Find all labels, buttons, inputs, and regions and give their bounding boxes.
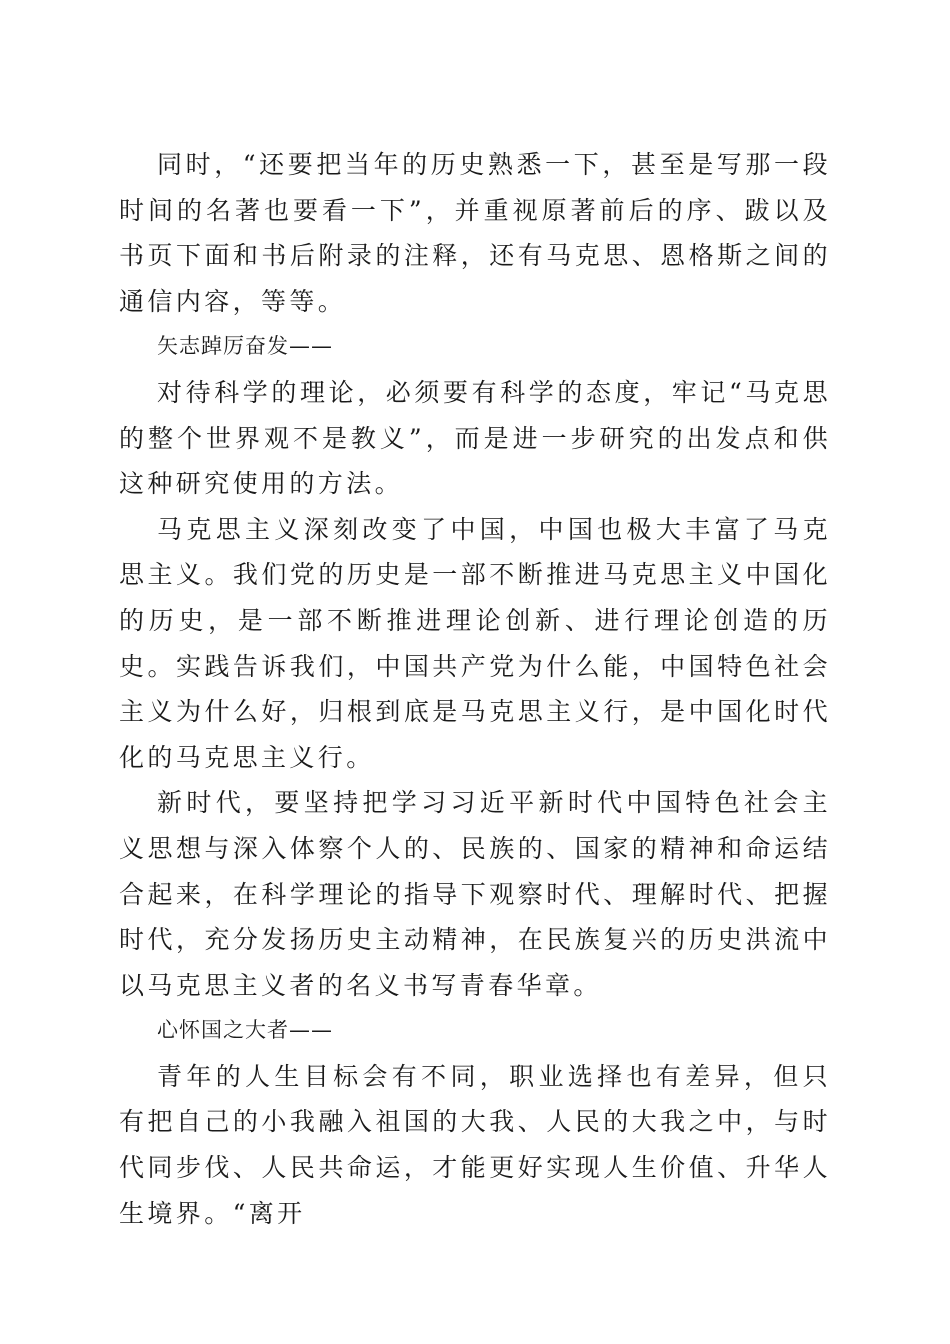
paragraph-history-reading: 同时，“还要把当年的历史熟悉一下，甚至是写那一段时间的名著也要看一下”，并重视原著前后的序、跋以及书页下面和书后附录的注释，还有马克思、恩格斯之间的通信内容，等等。: [119, 150, 831, 316]
paragraph-new-era: 新时代，要坚持把学习习近平新时代中国特色社会主义思想与深入体察个人的、民族的、国家的精神和命运结合起来，在科学理论的指导下观察时代、理解时代、把握时代，充分发扬历史主动精神，在民族复兴的历史洪流中以马克思主义者的名义书写青春华章。: [119, 788, 831, 1000]
section-heading-strive: 矢志踔厉奋发——: [157, 334, 333, 359]
paragraph-scientific-attitude: 对待科学的理论，必须要有科学的态度，牢记“马克思的整个世界观不是教义”，而是进一步研究的出发点和供这种研究使用的方法。: [119, 377, 831, 499]
paragraph-marxism-china: 马克思主义深刻改变了中国，中国也极大丰富了马克思主义。我们党的历史是一部不断推进马克思主义中国化的历史，是一部不断推进理论创新、进行理论创造的历史。实践告诉我们，中国共产党为什么能，中国特色社会主义为什么好，归根到底是马克思主义行，是中国化时代化的马克思主义行。: [119, 514, 831, 772]
paragraph-youth-goals: 青年的人生目标会有不同，职业选择也有差异，但只有把自己的小我融入祖国的大我、人民的大我之中，与时代同步伐、人民共命运，才能更好实现人生价值、升华人生境界。“离开: [119, 1061, 831, 1228]
section-heading-nation: 心怀国之大者——: [157, 1018, 333, 1043]
document-body: [119, 142, 831, 1236]
